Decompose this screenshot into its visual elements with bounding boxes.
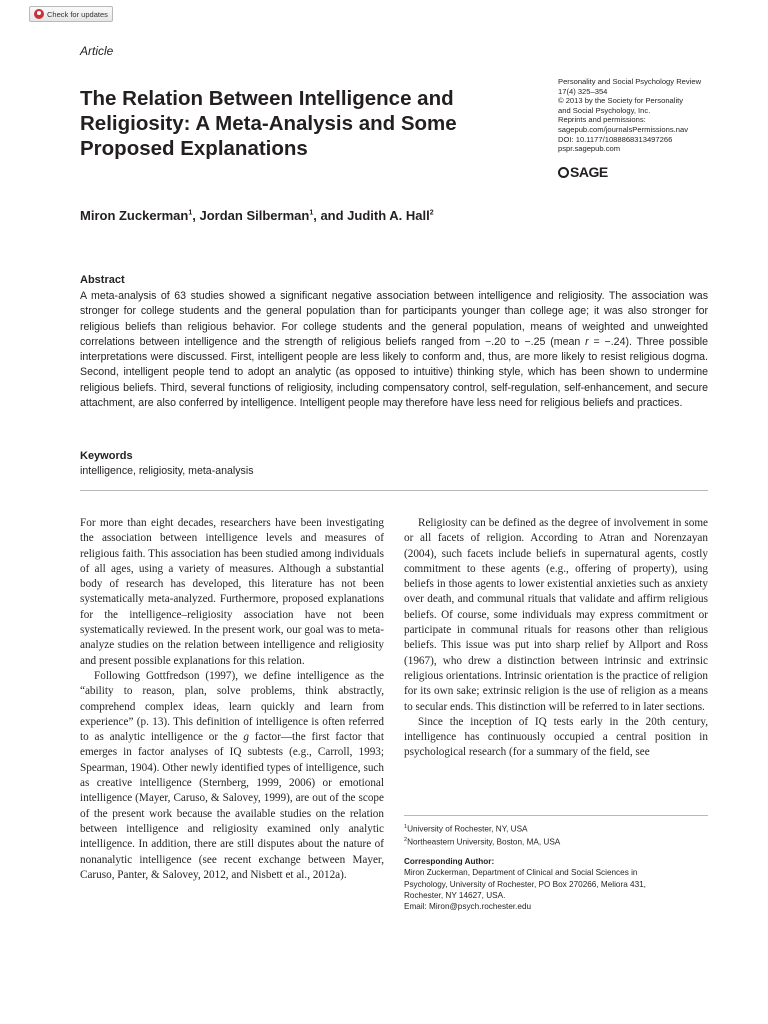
author-3: Judith A. Hall — [347, 208, 430, 223]
article-type: Article — [80, 44, 114, 58]
body-column-right — [404, 516, 708, 761]
author-1: Miron Zuckerman — [80, 208, 189, 223]
author-separator-2: , and — [313, 208, 348, 223]
corresponding-author-line-2: Psychology, University of Rochester, PO Box 270266, Meliora 431, — [404, 879, 646, 889]
body-paragraph-2-part-1: Following Gottfredson (1997), we define intelligence as the “ability to reason, plan, solve problems, think abstractly, comprehend complex ideas, learn quickly and learn from experience” (p. 13). This definition of intelligence is often referred to as analytic intelligence or the — [80, 669, 384, 744]
journal-volume: 17(4) 325–354 — [558, 86, 608, 96]
permissions-link[interactable]: sagepub.com/journalsPermissions.nav — [558, 124, 689, 134]
footnotes — [404, 822, 708, 913]
abstract-text — [80, 289, 708, 411]
keywords-text: intelligence, religiosity, meta-analysis — [80, 465, 254, 477]
sage-logo-icon — [558, 167, 569, 178]
body-column-left — [80, 516, 384, 883]
author-3-affiliation: 2 — [429, 209, 434, 217]
affiliation-1-number: 1 — [404, 824, 408, 830]
updates-icon — [34, 9, 44, 19]
body-paragraph-2 — [80, 669, 384, 883]
corresponding-author-line-1: Miron Zuckerman, Department of Clinical and Social Sciences in — [404, 868, 638, 878]
journal-meta — [558, 77, 748, 154]
reprints-label: Reprints and permissions: — [558, 115, 646, 125]
affiliation-2-number: 2 — [404, 837, 408, 844]
affiliation-2 — [404, 835, 708, 848]
corresponding-author-email[interactable]: Email: Miron@psych.rochester.edu — [404, 902, 532, 912]
journal-name: Personality and Social Psychology Review — [558, 77, 702, 86]
publisher-name: SAGE — [570, 164, 608, 180]
affiliation-1 — [404, 822, 708, 835]
g-factor-symbol: g — [243, 731, 249, 744]
abstract-heading: Abstract — [80, 274, 125, 286]
affiliation-1-text: University of Rochester, NY, USA — [407, 824, 528, 834]
author-2-affiliation: 1 — [309, 209, 314, 217]
journal-url[interactable]: pspr.sagepub.com — [558, 144, 621, 154]
header-divider — [80, 490, 708, 491]
footnote-divider — [404, 815, 708, 816]
copyright-line-1: © 2013 by the Society for Personality — [558, 96, 684, 106]
abstract-text-part-1: A meta-analysis of 63 studies showed a significant negative association between intelligence and religiosity. The association was stronger for college students and the general population than for participants younger than college age; it was also stronger for religious beliefs than religious behavior. For college students and the general population, means of weighted and unweighted correlations between intelligence and the strength of religious beliefs ranged from −.20 to −.25 (mean — [80, 290, 708, 348]
corresponding-author-heading: Corresponding Author: — [404, 857, 495, 867]
body-paragraph-2-part-2: factor—the first factor that emerges in factor analyses of IQ subtests (e.g., Carroll, 1993; Spearman, 1904). Other newly identified types of intelligence, such as creative intelligence (Sternberg, 1999, 2006) or emotional intelligence (Mayer, Caruso, & Salovey, 1999), are out of the scope of the present work because the available studies on the relation between intelligence and religiosity examined only analytic intelligence. In addition, there are still disputes about the nature of nonanalytic intelligence (see recent exchange between Mayer, Caruso, Panter, & Salovey, 2012, and Nisbett et al., 2012a). — [80, 731, 384, 881]
doi[interactable]: DOI: 10.1177/1088868313497266 — [558, 134, 673, 144]
keywords-heading: Keywords — [80, 450, 133, 462]
body-paragraph-1: For more than eight decades, researchers have been investigating the association between intelligence levels and measures of religious faith. This association has been studied among individuals of all ages, using a variety of measures. Although a substantial body of research has developed, this literature has not been systematically meta-analyzed. Furthermore, proposed explanations for the intelligence–religiosity association have not been systematically reviewed. In the present work, our goal was to meta-analyze studies on the relation between intelligence and religiosity and present possible explanations for this relation. — [80, 517, 384, 667]
corresponding-author-line-3: Rochester, NY 14627, USA. — [404, 890, 506, 900]
body-paragraph-4: Since the inception of IQ tests early in the 20th century, intelligence has continuously occupied a central position in psychological research (for a summary of the field, see — [404, 715, 708, 759]
copyright-line-2: and Social Psychology, Inc. — [558, 105, 651, 115]
check-for-updates-label: Check for updates — [47, 9, 108, 19]
affiliation-2-text: Northeastern University, Boston, MA, USA — [407, 837, 561, 847]
publisher-logo — [558, 164, 608, 180]
author-1-affiliation: 1 — [188, 209, 193, 217]
abstract-r-symbol: r — [585, 335, 589, 348]
body-paragraph-3: Religiosity can be defined as the degree of involvement in some or all facets of religion. According to Atran and Norenzayan (2004), such facets include beliefs in supernatural agents, costly commitment to these agents (e.g., offering of property), using beliefs in those agents to lower existential anxieties such as anxiety over death, and communal rituals that validate and affirm religious beliefs. Of course, some individuals may express commitment or participate in communal rituals for reasons other than religious beliefs. This issue was put into sharp relief by Allport and Ross (1967), who drew a distinction between intrinsic and extrinsic religious orientations. Intrinsic orientation is the practice of religion for its own sake; extrinsic religion is the use of religion as a means to secular ends. This distinction will be referred to in later sections. — [404, 517, 708, 713]
author-list — [80, 208, 434, 223]
author-separator-1: , — [192, 208, 200, 223]
check-for-updates-button[interactable] — [29, 6, 113, 22]
author-2: Jordan Silberman — [199, 208, 310, 223]
abstract-text-part-2: = −.24). Three possible interpretations were discussed. First, intelligent people are less likely to conform and, thus, are more likely to resist religious dogma. Second, intelligent people tend to adopt an analytic (as opposed to intuitive) thinking style, which has been shown to undermine religious beliefs. Third, several functions of religiosity, including compensatory control, self-regulation, self-enhancement, and secure attachment, are also conferred by intelligence. Intelligent people may therefore have less need for religious beliefs and practices. — [80, 335, 709, 410]
paper-title: The Relation Between Intelligence and Religiosity: A Meta-Analysis and Some Proposed Explanations — [80, 87, 457, 160]
